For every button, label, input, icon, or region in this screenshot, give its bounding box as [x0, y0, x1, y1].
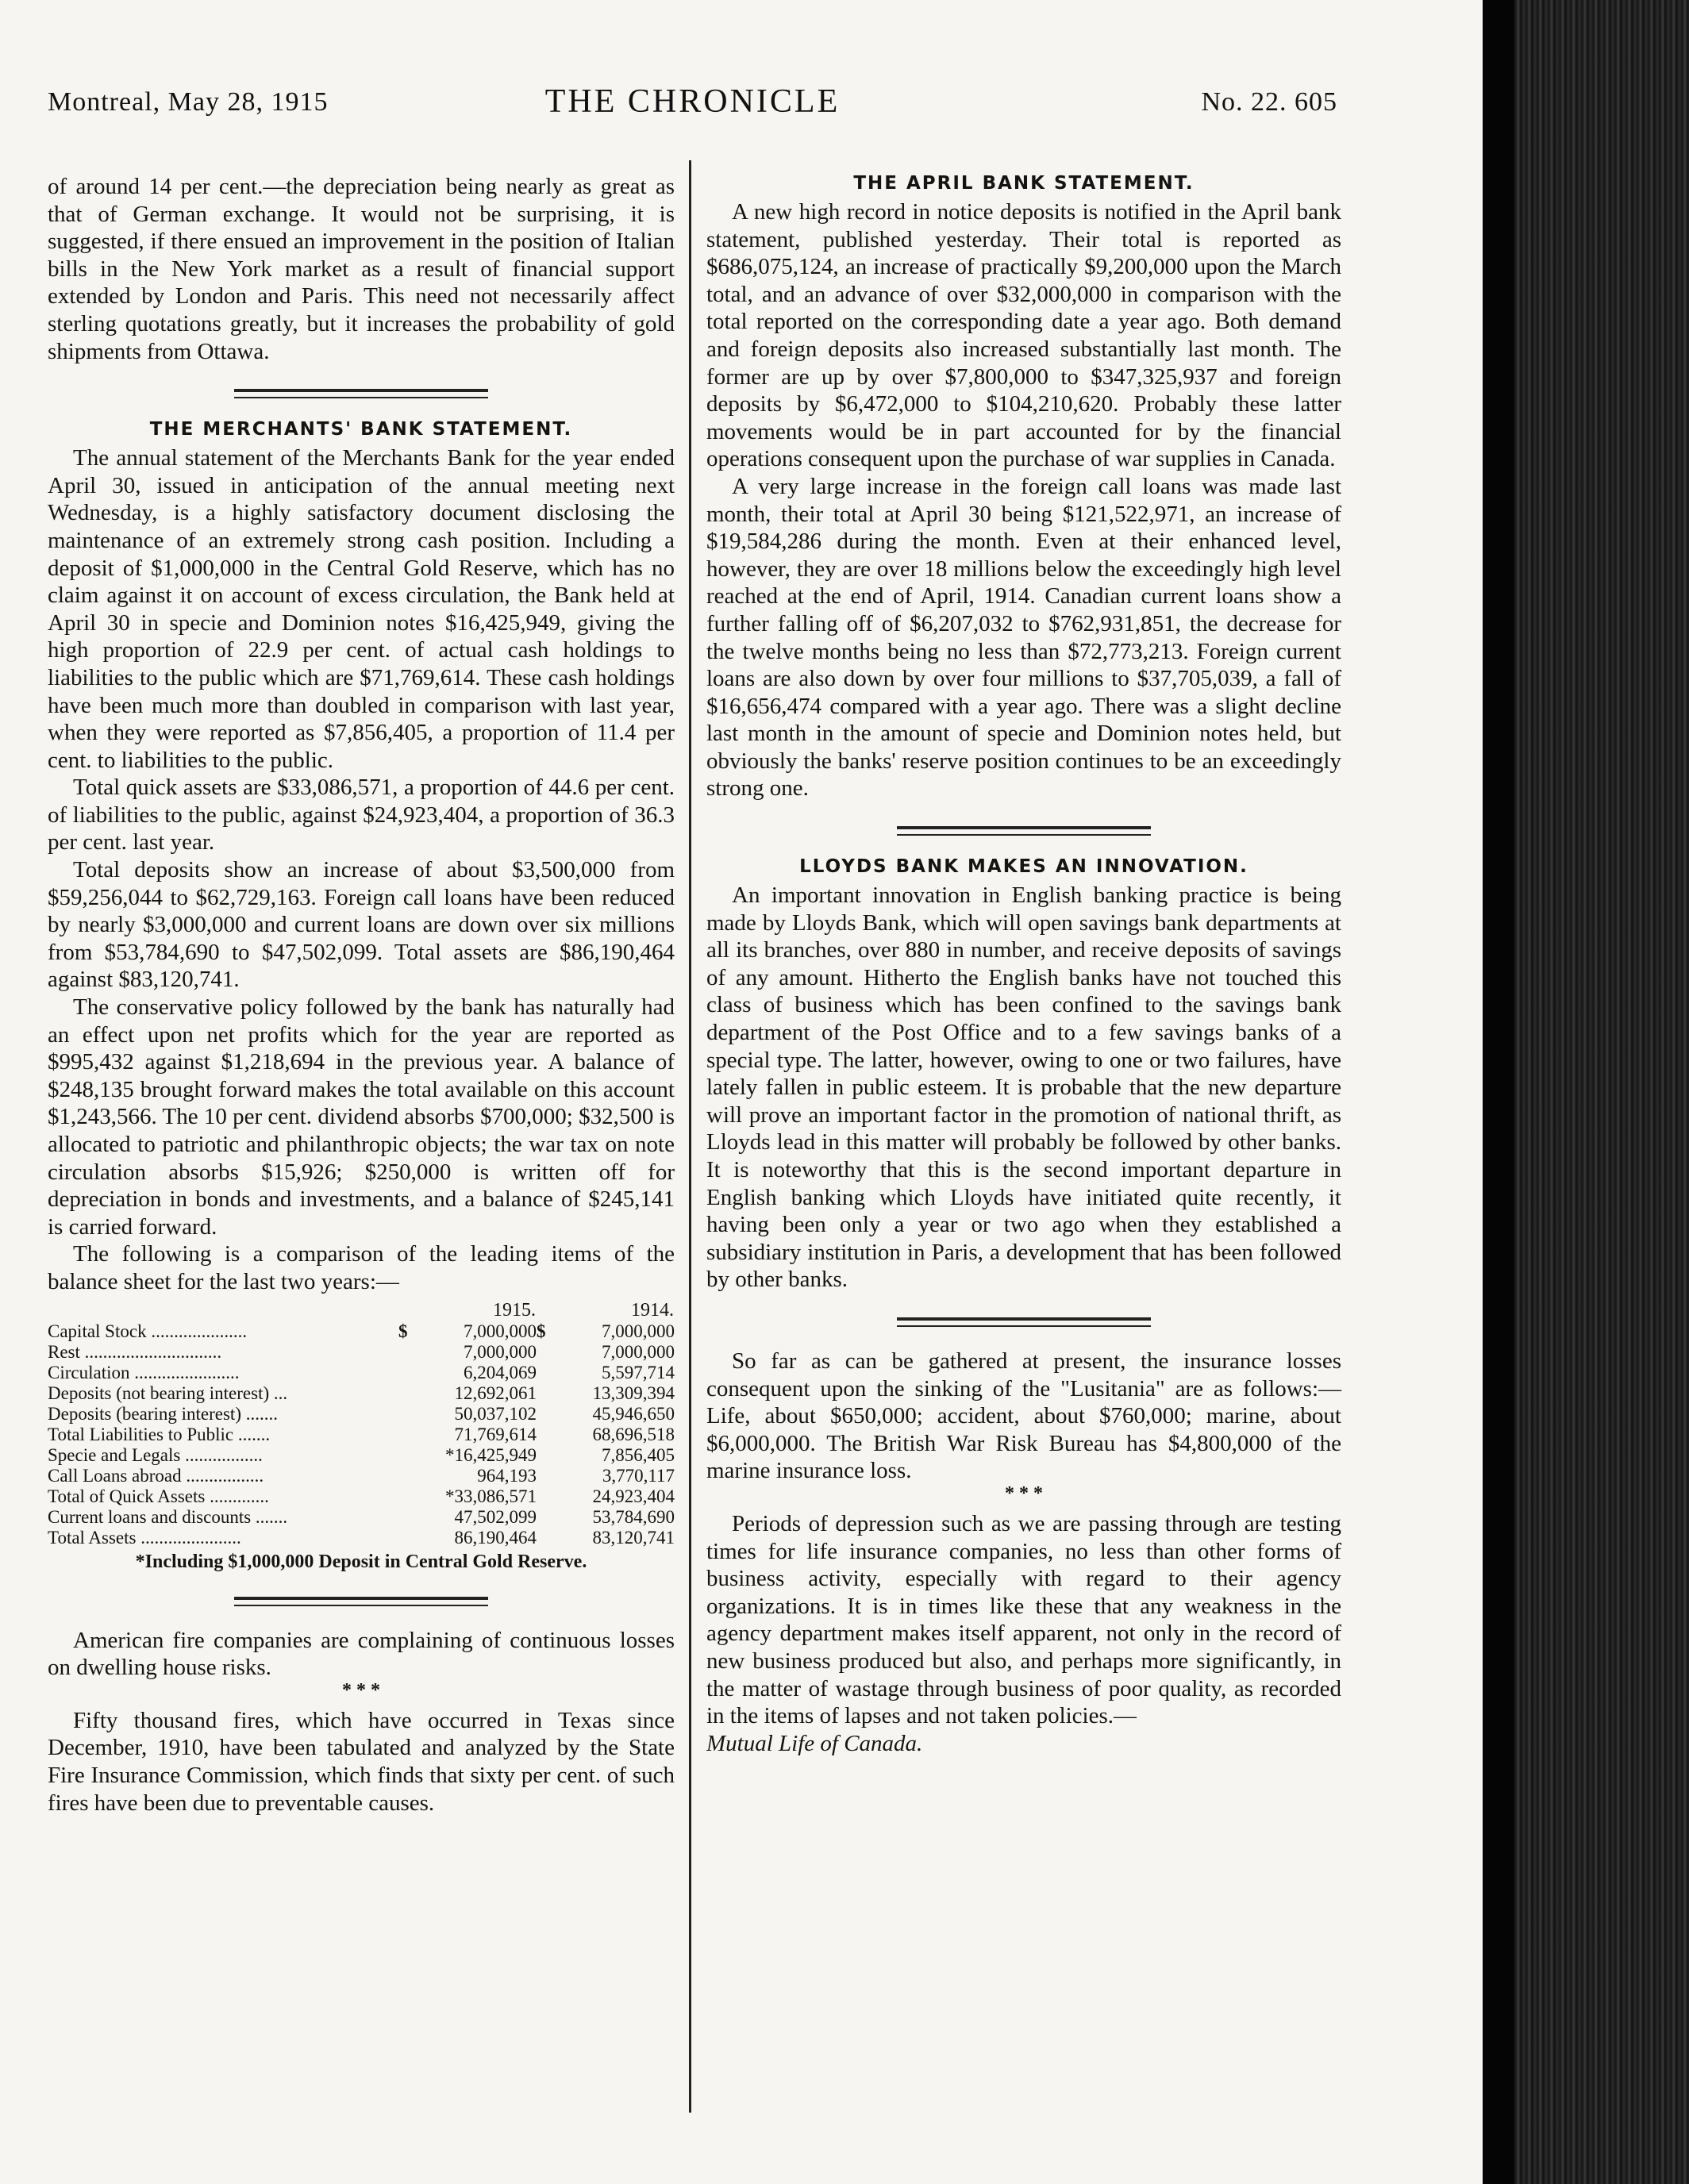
row-label: Call Loans abroad ................. [48, 1465, 264, 1486]
balance-sheet-table [48, 1299, 675, 1548]
source-credit [706, 1730, 1341, 1758]
dateline: Montreal, May 28, 1915 [48, 87, 329, 117]
value-1914: 13,309,394 [592, 1382, 675, 1403]
issue-page-number: No. 22. 605 [1201, 87, 1337, 117]
depression-paragraph: Periods of depression such as we are passing through are testing times for life insurance companies, no less than other forms of business activity, especially with regard to their agency organizations. It is in times like these that any weakness in the agency department makes itself apparent, not only in the record of new business produced but also, and perhaps more significantly, in the matter of wastage through business of poor quality, as recorded in the items of lapses and not taken policies.— [706, 1510, 1341, 1729]
value-1914: 5,597,714 [602, 1362, 675, 1382]
merchants-paragraph-3: Total deposits show an increase of about $3,500,000 from $59,256,044 to $62,729,163. Foreign call loans have been reduced by nearly $3,000,000 and current loans are down over six millions from $53,784,690 to $47,502,099. Total assets are $86,190,464 against $83,120,741. [48, 857, 675, 993]
value-1915: 47,502,099 [454, 1506, 537, 1527]
column-header-1915: 1915. [493, 1299, 536, 1321]
value-1914: 3,770,117 [602, 1465, 675, 1486]
value-1914: 7,000,000 [602, 1341, 675, 1362]
row-label: Total Assets ...................... [48, 1527, 241, 1548]
row-label: Rest .............................. [48, 1341, 222, 1362]
section-separator [234, 389, 488, 398]
value-1915: 12,692,061 [454, 1382, 537, 1403]
row-label: Deposits (bearing interest) ....... [48, 1403, 278, 1424]
column-rule [689, 160, 691, 2113]
lloyds-heading: LLOYDS BANK MAKES AN INNOVATION. [799, 856, 1248, 878]
dollar-sign [537, 1342, 556, 1363]
intro-paragraph: of around 14 per cent.—the depreciation being nearly as great as that of German exchange. It would not be surprising, it is suggested, if there ensued an improvement in the position of Italian bills in the New York market as a result of financial support extended by London and Paris. This need not necessarily affect sterling quotations greatly, but it increases the probability of gold shipments from Ottawa. [48, 174, 675, 364]
dollar-sign [537, 1363, 556, 1383]
column-header-1914: 1914. [631, 1299, 674, 1321]
section-separator [897, 826, 1151, 836]
dollar-sign [537, 1445, 556, 1466]
dollar-sign [537, 1507, 556, 1528]
dollar-sign [398, 1466, 417, 1486]
dollar-sign [398, 1404, 417, 1425]
dollar-sign: $ [398, 1321, 408, 1341]
row-label: Circulation ....................... [48, 1362, 240, 1382]
april-paragraph-2: A very large increase in the foreign call loans was made last month, their total at April 30 being $121,522,971, an increase of $19,584,286 during the month. Even at their enhanced level, however, they are over 18 millions below the exceedingly high level reached at the end of April, 1914. Canadian current loans show a further falling off of $6,207,032 to $762,931,851, the decrease for the twelve months being no less than $72,773,213. Foreign current loans are also down by over four millions to $37,705,039, a fall of $16,656,474 compared with a year ago. There was a slight decline last month in the amount of specie and Dominion notes held, but obviously the banks' reserve position continues to be an exceedingly strong one. [706, 473, 1341, 802]
row-label: Total of Quick Assets ............. [48, 1486, 269, 1506]
table-row [48, 1466, 675, 1486]
value-1915: 7,000,000 [464, 1321, 537, 1341]
right-column [706, 173, 1341, 1757]
table-row [48, 1363, 675, 1383]
row-label: Specie and Legals ................. [48, 1444, 263, 1465]
value-1914: 7,856,405 [602, 1444, 675, 1465]
asterism: * * * [342, 1679, 380, 1701]
table-row [48, 1342, 675, 1363]
dollar-sign [537, 1466, 556, 1486]
publication-title: THE CHRONICLE [544, 83, 841, 120]
table-row [48, 1404, 675, 1425]
value-1915: 6,204,069 [464, 1362, 537, 1382]
fire-paragraph-2: Fifty thousand fires, which have occurred in Texas since December, 1910, have been tabulated and analyzed by the State Fire Insurance Commission, which finds that sixty per cent. of such fires have been due to preventable causes. [48, 1707, 675, 1816]
dollar-sign [537, 1425, 556, 1445]
left-column [48, 173, 675, 1817]
merchants-paragraph-4: The conservative policy followed by the bank has naturally had an effect upon net profits which for the year are reported as $995,432 against $1,218,694 in the previous year. A balance of $248,135 brought forward makes the total available on this account $1,243,566. The 10 per cent. dividend absorbs $700,000; $32,500 is allocated to patriotic and philanthropic objects; the war tax on note circulation absorbs $15,926; $250,000 is written off for depreciation in bonds and investments, and a balance of $245,141 is carried forward. [48, 994, 675, 1240]
dollar-sign [537, 1486, 556, 1507]
row-label: Total Liabilities to Public ....... [48, 1424, 271, 1444]
merchants-paragraph-2: Total quick assets are $33,086,571, a proportion of 44.6 per cent. of liabilities to the public, against $24,923,404, a proportion of 36.3 per cent. last year. [48, 775, 675, 856]
row-label: Current loans and discounts ....... [48, 1506, 288, 1527]
dollar-sign [398, 1486, 417, 1507]
lusitania-paragraph: So far as can be gathered at present, the insurance losses consequent upon the sinking of the "Lusitania" are as follows:—Life, about $650,000; accident, about $760,000; marine, about $6,000,000. The British War Risk Bureau has $4,800,000 of the marine insurance loss. [706, 1348, 1341, 1484]
book-page-edge [1483, 0, 1689, 2184]
dollar-sign [537, 1383, 556, 1404]
dollar-sign [398, 1507, 417, 1528]
table-footnote: *Including $1,000,000 Deposit in Central Gold Reserve. [135, 1551, 587, 1572]
value-1914: 7,000,000 [602, 1321, 675, 1341]
value-1915: 7,000,000 [464, 1341, 537, 1362]
fire-paragraph-1: American fire companies are complaining of continuous losses on dwelling house risks. [48, 1627, 675, 1681]
section-separator [897, 1317, 1151, 1327]
merchants-paragraph-1: The annual statement of the Merchants Bank for the year ended April 30, issued in anticipation of the annual meeting next Wednesday, is a highly satisfactory document disclosing the maintenance of an extremely strong cash position. Including a deposit of $1,000,000 in the Central Gold Reserve, which has no claim against it on account of excess circulation, the Bank held at April 30 in specie and Dominion notes $16,425,949, giving the high proportion of 22.9 per cent. of actual cash holdings to liabilities to the public which are $71,769,614. These cash holdings have been much more than doubled in comparison with last year, when they were reported as $7,856,405, a proportion of 11.4 per cent. to liabilities to the public. [48, 445, 675, 773]
table-row [48, 1383, 675, 1404]
table-row [48, 1425, 675, 1445]
section-separator [234, 1597, 488, 1606]
source-name: Mutual Life of Canada. [706, 1730, 923, 1756]
lloyds-paragraph: An important innovation in English banking practice is being made by Lloyds Bank, which will open savings bank departments at all its branches, over 880 in number, and receive deposits of savings of any amount. Hitherto the English banks have not touched this class of business which has been confined to the savings bank department of the Post Office and to a few savings banks of a special type. The latter, however, owing to one or two failures, have lately fallen in public esteem. It is probable that the new departure will prove an important factor in the promotion of national thrift, as Lloyds lead in this matter will probably be followed by other banks. It is noteworthy that this is the second important departure in English banking which Lloyds have initiated quite recently, it having been only a year or two ago when they established a subsidiary institution in Paris, a development that has been followed by other banks. [706, 882, 1341, 1293]
dollar-sign [398, 1363, 417, 1383]
dollar-sign [398, 1445, 417, 1466]
table-row [48, 1445, 675, 1466]
dollar-sign [398, 1528, 417, 1548]
value-1914: 24,923,404 [592, 1486, 675, 1506]
value-1915: *16,425,949 [445, 1444, 537, 1465]
dollar-sign [537, 1404, 556, 1425]
asterism: * * * [1005, 1482, 1043, 1504]
april-paragraph-1: A new high record in notice deposits is notified in the April bank statement, published yesterday. Their total is reported as $686,075,124, an increase of practically $9,200,000 upon the March total, and an advance of over $32,000,000 in comparison with the total reported on the corresponding date a year ago. Both demand and foreign deposits also increased substantially last month. The former are up by over $7,800,000 to $347,325,937 and foreign deposits by $6,472,000 to $104,210,620. Probably these latter movements would be in part accounted for by the financial operations consequent upon the purchase of war supplies in Canada. [706, 199, 1341, 472]
value-1915: *33,086,571 [445, 1486, 537, 1506]
row-label: Capital Stock ..................... [48, 1321, 248, 1341]
table-row [48, 1486, 675, 1507]
table-row [48, 1321, 675, 1342]
merchants-paragraph-5: The following is a comparison of the leading items of the balance sheet for the last two years:— [48, 1241, 675, 1294]
dollar-sign [398, 1383, 417, 1404]
value-1915: 71,769,614 [454, 1424, 537, 1444]
merchants-heading: THE MERCHANTS' BANK STATEMENT. [149, 419, 573, 440]
april-heading: THE APRIL BANK STATEMENT. [853, 173, 1195, 194]
value-1915: 964,193 [477, 1465, 537, 1486]
value-1915: 50,037,102 [454, 1403, 537, 1424]
dollar-sign: $ [537, 1321, 546, 1341]
dollar-sign [537, 1528, 556, 1548]
dollar-sign [398, 1425, 417, 1445]
table-row [48, 1528, 675, 1548]
row-label: Deposits (not bearing interest) ... [48, 1382, 288, 1403]
dollar-sign [398, 1342, 417, 1363]
value-1915: 86,190,464 [454, 1527, 537, 1548]
value-1914: 45,946,650 [592, 1403, 675, 1424]
value-1914: 68,696,518 [592, 1424, 675, 1444]
table-row [48, 1507, 675, 1528]
page-gutter-shadow [1483, 0, 1514, 2184]
value-1914: 53,784,690 [592, 1506, 675, 1527]
page-header [48, 83, 1337, 130]
value-1914: 83,120,741 [592, 1527, 675, 1548]
